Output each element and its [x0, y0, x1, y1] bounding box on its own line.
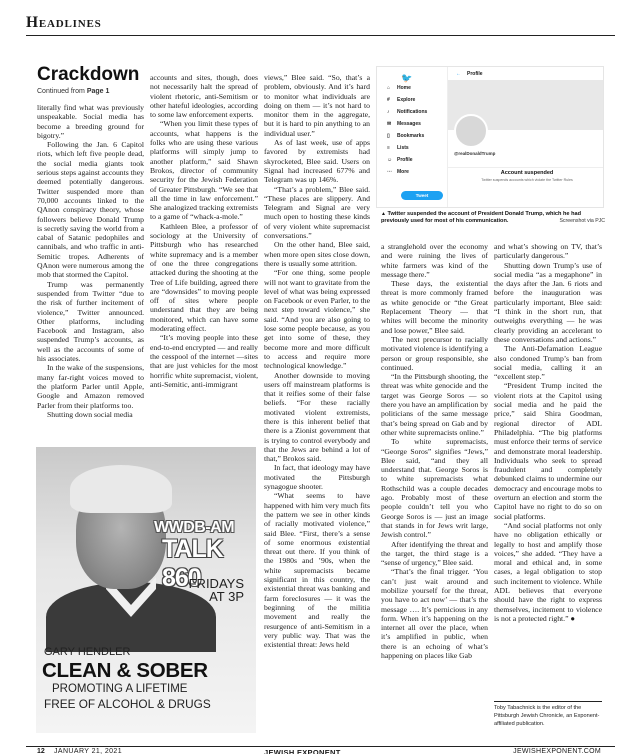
paragraph: views,” Blee said. “So, that’s a problem, obviously. And it’s hard to monitor what individuals are doing on them — it’s not hard to monitor them in the aggregate, but it is hard to pin anything to an individual user.” — [264, 73, 370, 138]
ad-show-title: CLEAN & SOBER — [42, 659, 208, 682]
nav-label: Explore — [397, 97, 416, 103]
paragraph: Another downside to moving users off mainstream platforms is that it reifies some of their false beliefs. “For these racially motivated violent extremists, there is this inherent belief that there is a Zionist government that is trying to control everybody and that the Jews are behind a lot of that,” Brokos said. — [264, 370, 370, 464]
nav-label: Profile — [397, 157, 413, 163]
mail-icon: ✉ — [387, 121, 392, 127]
paragraph: “That’s the final trigger. ‘You can’t just wait around and mobilize yourself for the threat, you have to act now’ — that’s the message …. It’s pernicious in any form. When it’s happening on the internet all over the place, when it’s amplified in public, when there is an echoing of what’s happening on places like Gab — [381, 567, 488, 661]
twitter-screenshot — [376, 66, 604, 208]
twitter-nav-more — [387, 169, 409, 175]
author-bio: Toby Tabachnick is the editor of the Pittsburgh Jewish Chronicle, an Exponent-affiliated publication. — [494, 705, 600, 727]
paragraph: a stranglehold over the economy and were ruining the lives of white farmers was kind of the message there.” — [381, 242, 488, 279]
triangle-icon: ▲ — [381, 211, 386, 217]
more-icon: ⋯ — [387, 169, 392, 175]
twitter-nav-home — [387, 85, 411, 91]
paragraph: After identifying the threat and the target, the third stage is a “sense of urgency,” Blee said. — [381, 539, 488, 568]
paragraph: The Anti-Defamation League also condoned Trump’s ban from social media, calling it an “excellent step.” — [494, 344, 602, 382]
suspended-title: Account suspended — [500, 170, 554, 176]
bio-rule — [494, 701, 602, 702]
column-5 — [494, 242, 602, 697]
issue-date: JANUARY 21, 2021 — [54, 748, 123, 754]
twitter-sidebar — [377, 67, 445, 208]
twitter-nav-messages — [387, 121, 421, 127]
ad-schedule — [189, 577, 244, 603]
suspended-text: Twitter suspends accounts which violate the Twitter Rules — [481, 178, 573, 182]
list-icon: ≡ — [387, 145, 390, 151]
twitter-bird-icon: 🐦 — [401, 74, 413, 84]
paragraph: Shutting down Trump’s use of social media “as a megaphone” in the days after the Jan. 6 riots and before the inauguration was particularly important, Blee said: “I think in the short run, that outweighs everything — he was clearly providing an accelerant to these conversations and actions.” — [494, 260, 602, 344]
continued-line — [37, 88, 109, 95]
website: JEWISHEXPONENT.COM — [513, 748, 601, 754]
back-arrow-icon: ← — [456, 71, 461, 77]
ad-tagline-1: PROMOTING A LIFETIME — [52, 683, 188, 695]
paragraph: “President Trump incited the violent riots at the Capitol using social media and he paid the price,” said Shira Goodman, regional director of ADL Philadelphia. “The big platforms must enforce their terms of service and demonstrate moral leadership. Individuals who seek to spread fraudulent and completely debunked claims to undermine our democracy and encourage mobs to overturn an election and storm the Capitol have no right to do so on social platforms. — [494, 381, 602, 521]
paragraph: “What seems to have happened with him very much fits the pattern we see in other kinds of racially motivated violence,” said Blee. “First, there’s a sense of some enormous existential threat out there. If you think of the 1980s and ’90s, when the white supremacists became significant in this country, the existential threat was banking and farm foreclosures — it was the beginning of the militia movement and really the resurgence of anti-Semitism in a very public way. That was the existential threat: Jews held — [264, 491, 370, 650]
column-2 — [150, 73, 258, 433]
profile-handle: @realDonaldTrump — [454, 151, 496, 156]
ad-day: FRIDAYS — [188, 576, 244, 591]
tweet-button: Tweet — [401, 191, 443, 200]
home-icon: ⌂ — [387, 85, 391, 91]
footer-rule — [26, 746, 615, 747]
twitter-nav-notifications — [387, 109, 427, 115]
paragraph: literally find what was previously unspeakable. Social media has become a breeding ground for bigotry.” — [37, 103, 144, 140]
radio-advertisement — [36, 447, 256, 733]
article-headline: Crackdown — [37, 64, 140, 85]
bookmark-icon: ▯ — [387, 133, 390, 139]
paragraph: “And social platforms not only have no obligation ethically or legally to host and amplify those voices,” she added. “They have a moral and ethical and, in some cases, a legal obligation to stop such incitement to violence. While ADL believes that everyone should have the right to express themselves, incitement to violence is not a protected right.” ● — [494, 520, 602, 623]
bell-icon: ♪ — [387, 109, 390, 115]
section-title: Headlines — [26, 14, 102, 31]
paragraph: “When you limit these types of accounts, what happens is the folks who are using these various platforms will simply jump to another platform,” said Shawn Brokos, director of community security for the Jewish Federation of Greater Pittsburgh. “We see that all the time in law enforcement.” She analogized tracking extremists to a game of “whack-a-mole.” — [150, 119, 258, 222]
paragraph: Following the Jan. 6 Capitol riots, which left five people dead, the social media giants took serious steps against accounts they deemed potentially dangerous. Twitter suspended more than 70,000 accounts linked to the QAnon conspiracy theory, whose followers believe Donald Trump is secretly saving the world from a cabal of Satanic pedophiles and cannibals, and who traffic in anti-Semitic tropes. Adherents of QAnon were numerous among the mob that stormed the Capitol. — [37, 140, 144, 280]
paragraph: and what’s showing on TV, that’s particularly dangerous.” — [494, 242, 602, 261]
paragraph: Kathleen Blee, a professor of sociology at the University of Pittsburgh who has researched white supremacy and is a member of one the three congregations attacked during the shooting at the Tree of Life building, agreed there are “downsides” to moving people off of sites where people understand that they are being monitored, which can have some moderating effect. — [150, 221, 258, 334]
column-3 — [264, 73, 370, 745]
page-number: 12 — [37, 748, 45, 754]
user-icon: ☺ — [387, 157, 393, 163]
host-photo-hair — [70, 465, 172, 513]
ad-frequency: TALK 860 — [162, 535, 223, 592]
paragraph: “In the Pittsburgh shooting, the threat was white genocide and the target was George Soros — so there you have an amplification by politicians of the same message that’s being spread on Gab and by other white supremacists online.” — [381, 372, 488, 437]
paragraph: On the other hand, Blee said, when more open sites close down, there is usually some attrition. — [264, 240, 370, 268]
publication-name: JEWISH EXPONENT — [264, 748, 341, 754]
nav-label: More — [397, 169, 409, 175]
header-rule — [26, 35, 615, 36]
twitter-profile-header — [456, 71, 483, 77]
twitter-nav-bookmarks — [387, 133, 424, 139]
caption-text: Twitter suspended the account of President Donald Trump, which he had previously used for most of his communication. — [381, 211, 582, 224]
paragraph: As of last week, use of apps favored by extremists had skyrocketed, Blee said. Users on Signal had increased 677% and Telegram was up 146%. — [264, 138, 370, 185]
twitter-nav-profile — [387, 157, 413, 163]
nav-label: Messages — [397, 121, 421, 127]
continued-prefix: Continued from — [37, 88, 85, 95]
profile-tab-label: Profile — [467, 71, 483, 77]
paragraph: Shutting down social media — [47, 409, 133, 419]
divider — [448, 167, 604, 168]
ad-host: GARY HENDLER — [44, 646, 131, 658]
paragraph: To white supremacists, “George Soros” signifies “Jews,” Blee said, “and they all understand that. George Soros is to white supremacists what Rothschild was a couple decades ago. Probably most of these people couldn’t tell you who George Soros is — just an image that stands in for Jews writ large, Jewish control.” — [381, 437, 488, 540]
nav-label: Lists — [397, 145, 409, 151]
avatar — [454, 114, 488, 148]
ad-station: WWDB-AM — [154, 519, 235, 536]
paragraph: These days, the existential threat is more commonly framed as white genocide or “the Great Replacement Theory — that whites will become the minority and lose power,” Blee said. — [381, 279, 488, 335]
paragraph: “For one thing, some people will not want to gravitate from the level of what was being expressed on Facebook or even Parler, to the next step toward violence,” she said. “And you are also going to lose some people because, as you get into some of these, they become more and more difficult to access and require more technological knowledge.” — [264, 268, 370, 371]
twitter-nav-explore — [387, 97, 415, 103]
twitter-nav-lists — [387, 145, 409, 151]
paragraph: In fact, that ideology may have motivated the Pittsburgh synagogue shooter. — [264, 463, 370, 492]
paragraph: “That’s a problem,” Blee said. “These places are slippery. And Telegram and Signal are very much open to hosting these kinds of very violent white supremacist conversations.” — [264, 184, 370, 241]
twitter-profile-panel — [447, 67, 604, 208]
nav-label: Bookmarks — [397, 133, 425, 139]
paragraph: The next precursor to racially motivated violence is identifying a person or group responsible, she continued. — [381, 334, 488, 372]
paragraph: In the wake of the suspensions, many far-right voices moved to the platform Parler until Apple, Google and Amazon removed Parler from their platforms too. — [37, 363, 144, 410]
paragraph: accounts and sites, though, does not necessarily halt the spread of violent rhetoric, anti-Semitism or other hateful ideologies, according to some law enforcement experts. — [150, 73, 258, 120]
continued-page: Page 1 — [86, 88, 110, 95]
nav-label: Home — [397, 85, 411, 91]
nav-label: Notifications — [397, 109, 428, 115]
column-4 — [381, 242, 488, 742]
photo-credit: Screenshot via PJC — [559, 218, 605, 224]
paragraph: “It’s moving people into these end-to-end encrypted — and really the cesspool of the internet —sites that are just vehicles for the most horrific white supremacist, violent, anti-Semitic, anti-immigrant — [150, 333, 258, 389]
column-1 — [37, 103, 144, 433]
ad-time: AT 3P — [209, 589, 244, 604]
paragraph: Trump was permanently suspended from Twitter “due to the risk of further incitement of violence,” Twitter announced. Other platforms, including Facebook and Instagram, also suspended Trump’s accounts, as well as the accounts of some of his associates. — [37, 279, 144, 364]
hashtag-icon: # — [387, 97, 390, 103]
ad-tagline-2: FREE OF ALCOHOL & DRUGS — [44, 697, 211, 711]
